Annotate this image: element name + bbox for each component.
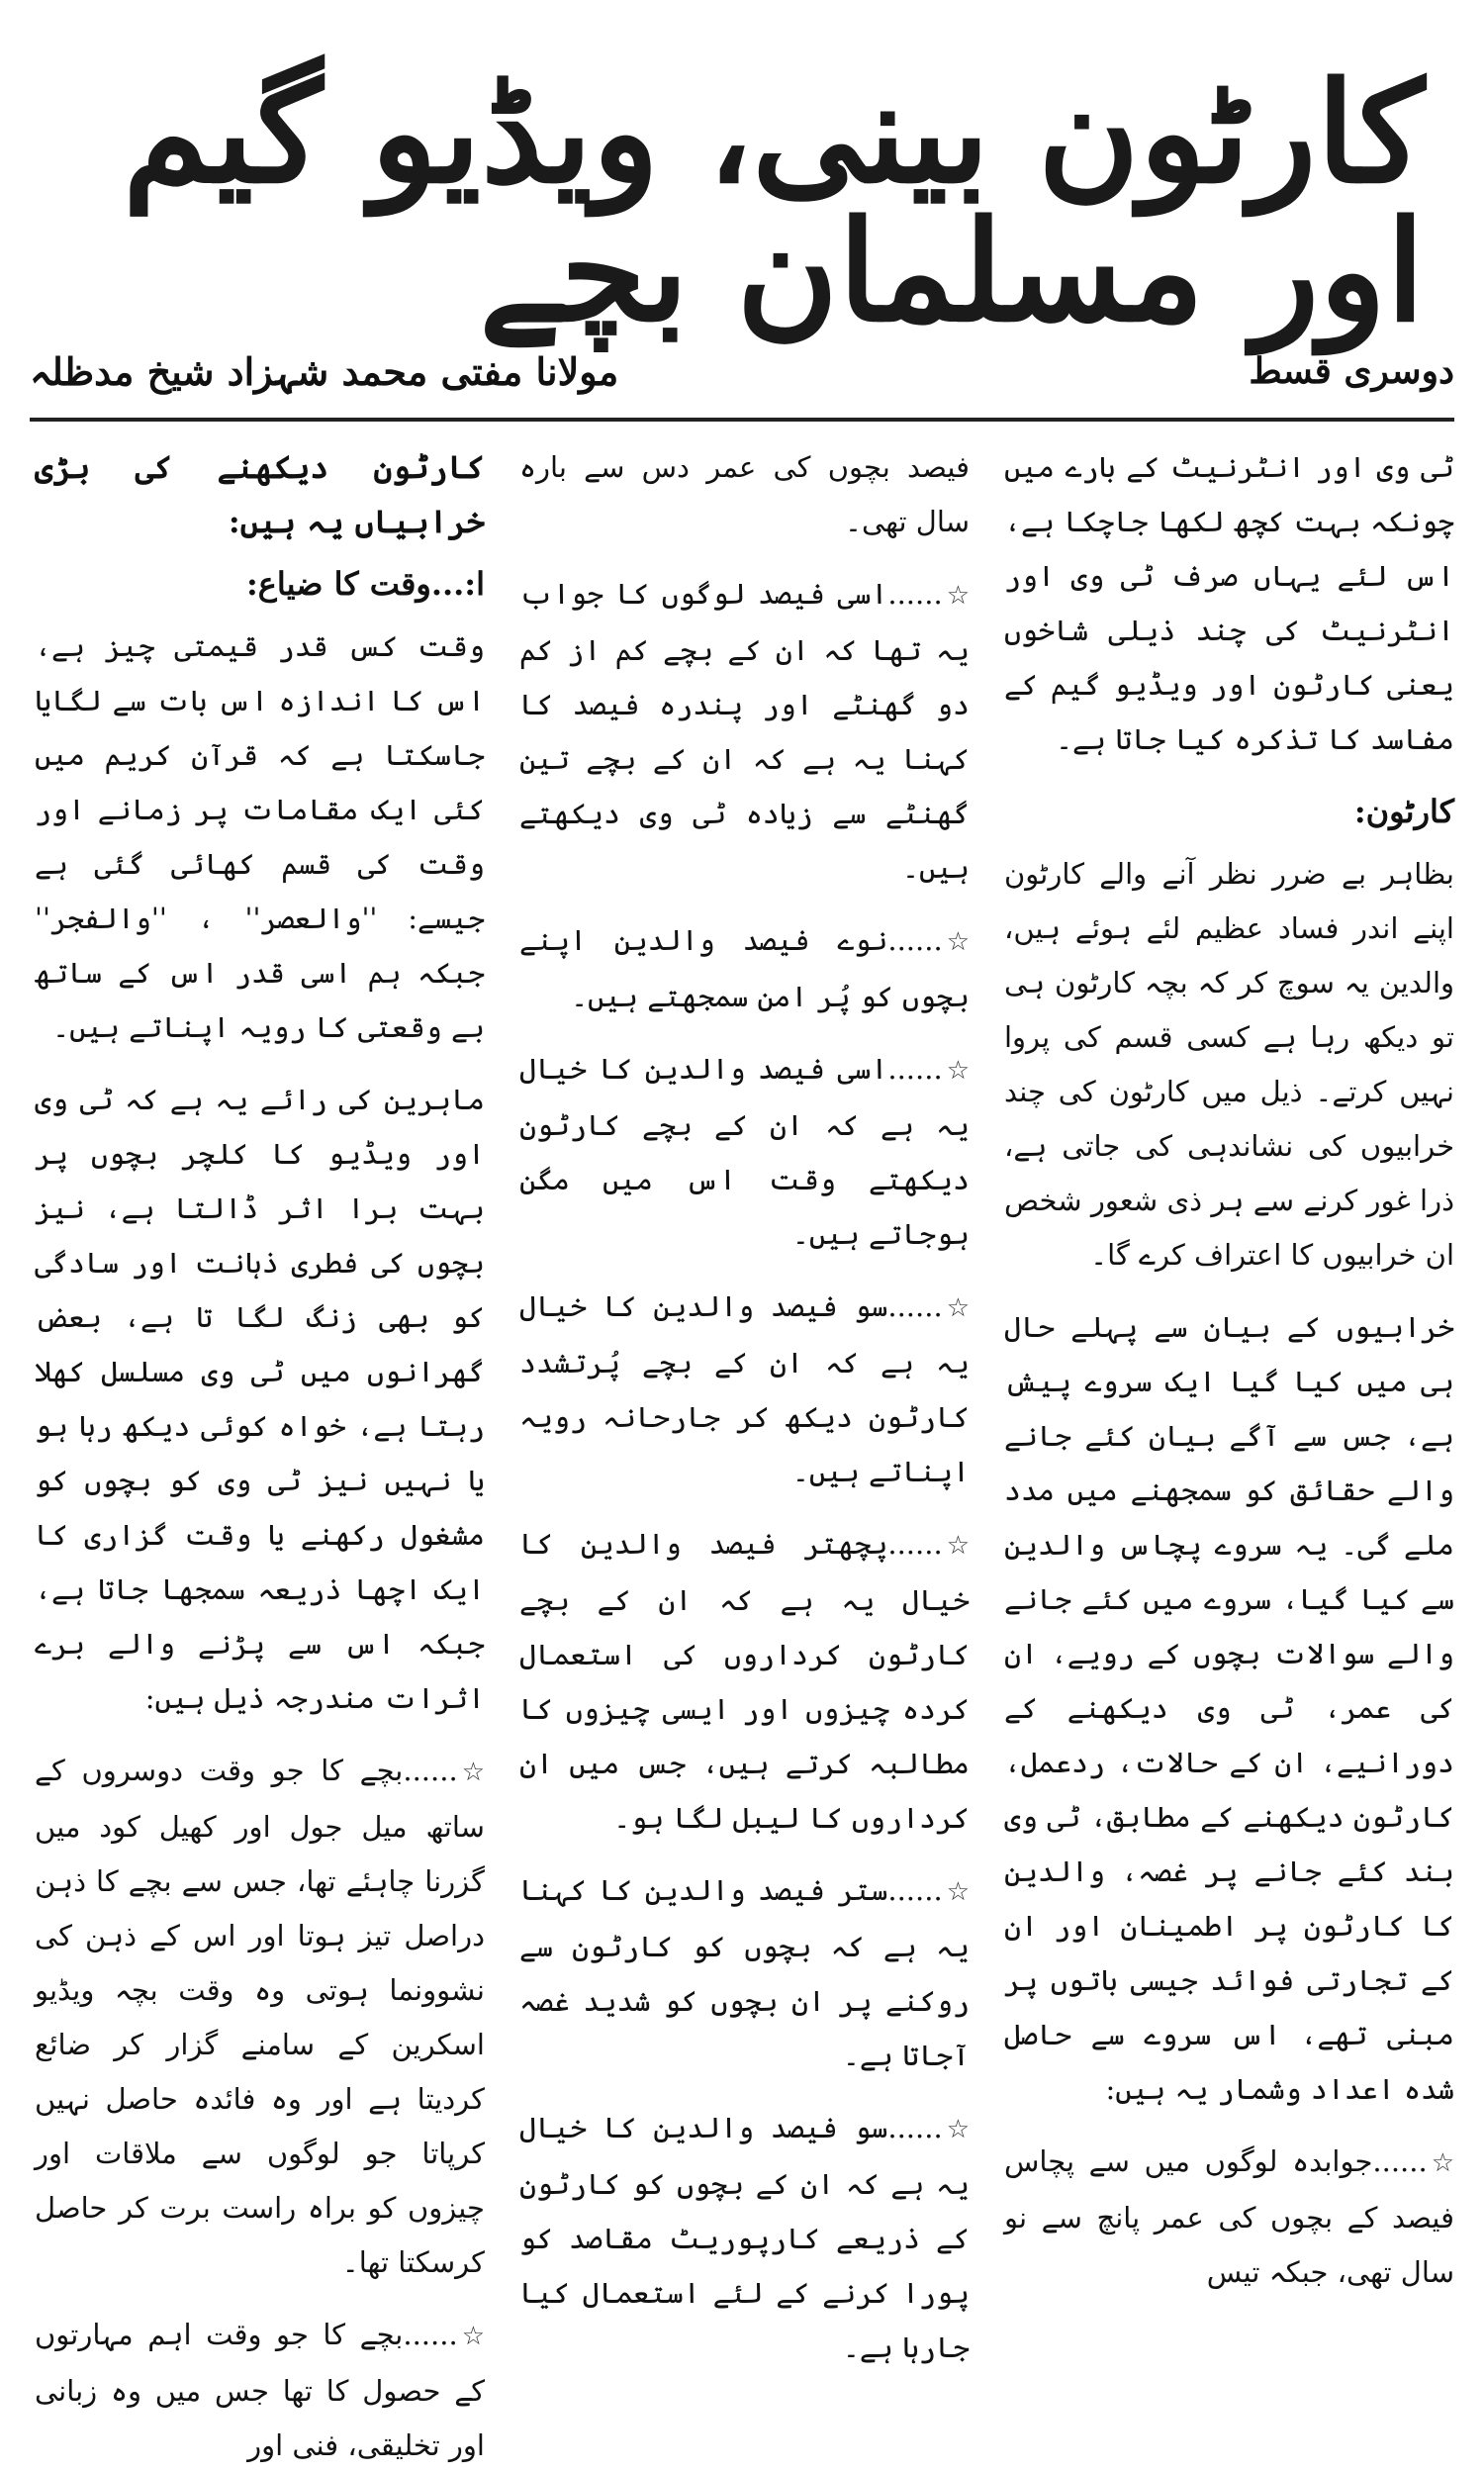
star-outline-icon: ☆ (946, 927, 970, 957)
section-heading-cartoon: کارٹون: (1353, 793, 1454, 830)
cartoon-paragraph: بظاہر بے ضرر نظر آنے والے کارٹون اپنے اندر فساد عظیم لئے ہوئے ہیں، والدین یہ سوچ کر کہ بچہ کارٹون ہی تو دیکھ رہا ہے کسی قسم کی پروا نہیں کرتے۔ ذیل میں کارٹون کی چند خرابیوں کی نشاندہی کی جاتی ہے، ذرا غور کرنے سے ہر ذی شعور شخص ان خرابیوں کا اعتراف کرے گا۔ (1004, 857, 1454, 1272)
intro-paragraph: ٹی وی اور انٹرنیٹ کے بارے میں چونکہ بہت کچھ لکھا جاچکا ہے، اس لئے یہاں صرف ٹی وی اور انٹرنیٹ کی چند ذیلی شاخوں یعنی کارٹون اور ویڈیو گیم کے مفاسد کا تذکرہ کیا جاتا ہے۔ (1004, 450, 1454, 756)
author-name: مولانا مفتی محمد شہزاد شیخ مدظلہ (30, 348, 619, 394)
survey-item (519, 1517, 970, 1846)
survey-item (519, 1863, 970, 2083)
survey-item-text: ......سو فیصد والدین کا خیال یہ ہے کہ ان کے بچوں کو کارٹون کے ذریعے کارپوریٹ مقاصد کو پورا کرنے کے لئے استعمال کیا جارہا ہے۔ (519, 2111, 970, 2364)
harm-item (35, 2308, 485, 2473)
article-title: کارٹون بینی، ویڈیو گیم اور مسلمان بچے (123, 52, 1425, 353)
survey-item (519, 913, 970, 1024)
star-outline-icon: ☆ (946, 1293, 970, 1323)
survey-item-text: ......پچھتر فیصد والدین کا خیال یہ ہے کہ ان کے بچے کارٹون کرداروں کی استعمال کردہ چیزوں اور ایسی چیزوں کا مطالبہ کرتے ہیں، جس میں ان کرداروں کا لیبل لگا ہو۔ (519, 1527, 970, 1835)
star-outline-icon: ☆ (946, 581, 970, 611)
star-outline-icon: ☆ (946, 1877, 970, 1907)
survey-continuation: فیصد بچوں کی عمر دس سے بارہ سال تھی۔ (519, 450, 970, 538)
byline (30, 341, 1454, 401)
survey-item-text: ......اسی فیصد لوگوں کا جواب یہ تھا کہ ان کے بچے کم از کم دو گھنٹے اور پندرہ فیصد کا کہنا یہ ہے کہ ان کے بچے تین گھنٹے سے زیادہ ٹی وی دیکھتے ہیں۔ (519, 577, 970, 885)
star-outline-icon: ☆ (461, 1758, 485, 1787)
survey-item-text: ......سو فیصد والدین کا خیال یہ ہے کہ ان کے بچے پُرتشدد کارٹون دیکھ کر جارحانہ رویہ اپناتے ہیں۔ (519, 1289, 970, 1488)
survey-item (519, 2101, 970, 2375)
harm-item-text: ......بچے کا جو وقت دوسروں کے ساتھ میل جول اور کھیل کود میں گزرنا چاہئے تھا، جس سے بچے کا ذہن دراصل تیز ہوتا اور اس کے ذہن کی نشوونما ہوتی وہ وقت بچہ ویڈیو اسکرین کے سامنے گزار کر ضائع کردیتا ہے اور وہ فائدہ حاصل نہیں کرپاتا جو لوگوں سے ملاقات اور چیزوں کو براہ راست برت کر حاصل کرسکتا تھا۔ (35, 1754, 485, 2279)
star-outline-icon: ☆ (1431, 2148, 1454, 2178)
star-outline-icon: ☆ (946, 1531, 970, 1561)
episode-label: دوسری قسط (1249, 350, 1454, 392)
column-left (35, 440, 485, 2462)
survey-paragraph: خرابیوں کے بیان سے پہلے حال ہی میں کیا گیا ایک سروے پیش ہے، جس سے آگے بیان کئے جانے والے حقائق کو سمجھنے میں مدد ملے گی۔ یہ سروے پچاس والدین سے کیا گیا، سروے میں کئے جانے والے سوالات بچوں کے رویے، ان کی عمر، ٹی وی دیکھنے کے دورانیے، ان کے حالات، ردعمل، کارٹون دیکھنے کے مطابق، ٹی وی بند کئے جانے پر غصہ، والدین کا کارٹون پر اطمینان اور ان کے تجارتی فوائد جیسی باتوں پر مبنی تھے، اس سروے سے حاصل شدہ اعداد وشمار یہ ہیں: (1004, 1310, 1454, 2106)
column-right (1004, 440, 1454, 2289)
star-outline-icon: ☆ (946, 1056, 970, 1086)
subheading-time-waste: ا:...وقت کا ضیاع: (245, 565, 485, 603)
header-divider (30, 418, 1454, 422)
survey-item (519, 1042, 970, 1262)
column-middle (519, 440, 970, 2364)
harm-item-text: ......بچے کا جو وقت اہم مہارتوں کے حصول کا تھا جس میں وہ زبانی اور تخلیقی، فنی اور (35, 2318, 485, 2462)
star-outline-icon: ☆ (946, 2115, 970, 2144)
survey-item (519, 567, 970, 896)
survey-item-text: ......اسی فیصد والدین کا خیال یہ ہے کہ ان کے بچے کارٹون دیکھتے وقت اس میں مگن ہوجاتے ہیں۔ (519, 1052, 970, 1251)
experts-paragraph: ماہرین کی رائے یہ ہے کہ ٹی وی اور ویڈیو کا کلچر بچوں پر بہت برا اثر ڈالتا ہے، نیز بچوں کی فطری ذہانت اور سادگی کو بھی زنگ لگا تا ہے، بعض گھرانوں میں ٹی وی مسلسل کھلا رہتا ہے، خواہ کوئی دیکھ رہا ہو یا نہیں نیز ٹی وی کو بچوں کو مشغول رکھنے یا وقت گزاری کا ایک اچھا ذریعہ سمجھا جاتا ہے، جبکہ اس سے پڑنے والے برے اثرات مندرجہ ذیل ہیں: (35, 1083, 485, 1715)
survey-item (519, 1280, 970, 1499)
harm-item (35, 1744, 485, 2290)
section-heading-harms: کارٹون دیکھنے کی بڑی خرابیاں یہ ہیں: (35, 448, 485, 540)
time-paragraph: وقت کس قدر قیمتی چیز ہے، اس کا اندازہ اس بات سے لگایا جاسکتا ہے کہ قرآن کریم میں کئی ایک مقامات پر زمانے اور وقت کی قسم کھائی گئی ہے جیسے: ''والعصر'' ، ''والفجر'' جبکہ ہم اسی قدر اس کے ساتھ بے وقعتی کا رویہ اپناتے ہیں۔ (35, 629, 485, 1044)
survey-item (1004, 2135, 1454, 2300)
survey-item-text: ......ستر فیصد والدین کا کہنا یہ ہے کہ بچوں کو کارٹون سے روکنے پر ان بچوں کو شدید غصہ آجاتا ہے۔ (519, 1873, 970, 2072)
survey-item-text: ......جوابدہ لوگوں میں سے پچاس فیصد کے بچوں کی عمر پانچ سے نو سال تھی، جبکہ تیس (1004, 2144, 1454, 2289)
star-outline-icon: ☆ (461, 2322, 485, 2351)
survey-item-text: ......نوے فیصد والدین اپنے بچوں کو پُر امن سمجھتے ہیں۔ (519, 923, 970, 1013)
